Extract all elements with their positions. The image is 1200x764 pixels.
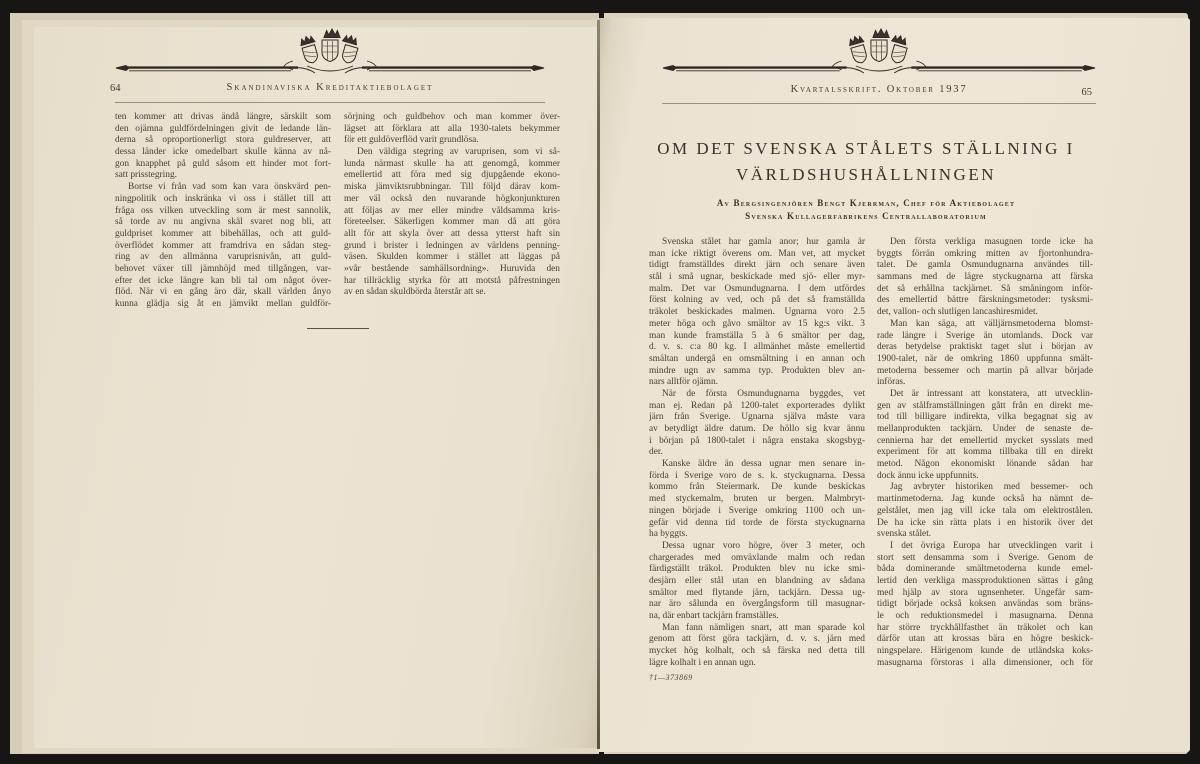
text-line: företeelser. Säkerligen kommer man då att göra bbox=[344, 217, 560, 228]
text-column bbox=[115, 112, 331, 311]
text-line: guldpriset kommer att bibehållas, och att guld- bbox=[115, 228, 331, 239]
text-line: dock ännu icke uppfunnits. bbox=[877, 470, 979, 481]
text-line: satt prisstegring. bbox=[115, 170, 177, 181]
text-line: mycket hög kolhalt, och så färska ned detta till bbox=[649, 646, 865, 657]
text-line: Den väldiga stegring av varuprisen, som vi så- bbox=[357, 147, 560, 158]
text-line: sammans med de lägre styckugnarna att färska bbox=[877, 272, 1093, 283]
text-line: Svenska stålet har gamla anor; hur gamla är bbox=[662, 237, 865, 247]
text-line: Jag avbryter historiken med bessemer- och bbox=[890, 482, 1093, 493]
crest-ornament-icon bbox=[115, 27, 545, 75]
text-line: att följas av mer eller mindre våldsamma kris- bbox=[344, 205, 560, 216]
text-line: därför utan att krossas bära en högre beskick- bbox=[877, 634, 1093, 645]
text-line: gefär vid denna tid torde de första styckugnarna bbox=[649, 517, 865, 528]
text-line: har tillräcklig styrka för att motstå påfrestningen bbox=[344, 275, 560, 286]
text-line: rade längre i Sverige än utomlands. Dock var bbox=[877, 330, 1093, 341]
text-line: meter höga och gåvo smältor av 15 kg:s vikt. 3 bbox=[649, 318, 865, 329]
text-line: man ej. Redan på 1200-talet exporterades dylikt bbox=[649, 400, 865, 411]
text-line: Kanske äldre än dessa ugnar men senare in- bbox=[662, 459, 865, 470]
text-line: har större tryckhållfasthet än träkolet och kan bbox=[877, 622, 1093, 633]
text-line: Man fann nämligen snart, att man sparade kol bbox=[662, 622, 865, 633]
text-line: efter det icke längre kan bli tal om något över- bbox=[115, 275, 331, 286]
text-line: der. bbox=[649, 447, 663, 458]
text-line: mindre ugn av samma typ. Produkten blev an- bbox=[649, 365, 865, 376]
header-ornamental-rule bbox=[115, 27, 545, 75]
text-line: nars alltför ojämn. bbox=[649, 377, 718, 388]
text-line: smältor med flytande järn, tackjärn. Dessa ug- bbox=[649, 587, 865, 598]
article-end-divider bbox=[307, 328, 369, 329]
text-line: Den första verkliga masugnen torde icke ha bbox=[890, 237, 1093, 247]
text-line: experiment för att komma tillbaka till en direkt bbox=[877, 447, 1093, 458]
text-line: dessa länder icke omedelbart skulle känna av nå- bbox=[115, 147, 331, 158]
text-line: allt för att skyla över att dessa ytterst haft sin bbox=[344, 228, 560, 239]
text-line: med styckemalm, bruten ur bergen. Malmbryt- bbox=[649, 494, 865, 505]
text-line: fråga oss vilken utveckling som är mest sannolik, bbox=[115, 205, 331, 216]
text-line: lägre kolhalt i en annan ugn. bbox=[649, 657, 756, 668]
text-line: le och reduktionsmedel i masugnarna. Denna bbox=[877, 611, 1093, 621]
text-line: mellanprodukten tackjärn. Under de senaste de- bbox=[877, 424, 1093, 434]
text-line: na, där enbart tackjärn framställes. bbox=[649, 611, 779, 621]
printer-signature-mark: †1—373869 bbox=[649, 673, 693, 682]
text-line: emellertid att föra med sig djupgående ekono- bbox=[344, 170, 560, 181]
text-line: mer väl också den nuvarande högkonjunkturen bbox=[344, 193, 560, 204]
header-ornamental-rule bbox=[662, 27, 1096, 75]
text-line: väsen. Skulden kommer i stället att läggas på bbox=[344, 252, 560, 263]
text-line: stort sett densamma som i Sverige. Genom de bbox=[877, 552, 1093, 563]
text-line: I det övriga Europa har utvecklingen varit i bbox=[890, 540, 1093, 551]
header-rule-line bbox=[115, 102, 545, 103]
text-column bbox=[877, 237, 1093, 669]
text-line: förda i Sverige voro de s. k. styckugnarna. Dessa bbox=[649, 470, 865, 481]
page-number: 64 bbox=[110, 83, 121, 94]
text-line: gon knapphet på guld såsom ett hinder mot fort- bbox=[115, 158, 331, 169]
text-line: ha byggts. bbox=[649, 529, 688, 540]
text-line: flöd. När vi en gång äro där, skall världen ånyo bbox=[115, 287, 331, 298]
text-line: båda dominerande smältmetoderna kunde emel- bbox=[877, 564, 1093, 575]
text-line: införas. bbox=[877, 377, 906, 388]
text-line: i början på 1800-talet i några enstaka skogsbyg- bbox=[649, 435, 865, 446]
article-title-line1: OM DET SVENSKA STÅLETS STÄLLNING I bbox=[657, 139, 1075, 158]
text-line: martinmetoderna. Jag kunde också ha nämnt de- bbox=[877, 494, 1093, 505]
text-line: »vår bestående samhällsordning». Huruvida den bbox=[344, 263, 560, 274]
text-line: tidigt framställdes direkt järn och senare även bbox=[649, 260, 865, 271]
text-line: tod till billigare indirekta, vilka begagnat sig av bbox=[877, 412, 1093, 423]
header-rule-line bbox=[662, 103, 1096, 104]
text-line: De ha icke sin rätta plats i en historik över det bbox=[877, 517, 1093, 528]
text-line: byggts förrän omkring mitten av fjortonhundra- bbox=[877, 248, 1093, 259]
text-line: grund i brister i ledningen av världens penning- bbox=[344, 240, 560, 251]
text-column bbox=[344, 112, 560, 299]
text-line: först kolning av ved, och på det så framställda bbox=[649, 295, 865, 306]
text-line: Man kan säga, att välljärnsmetoderna blomst- bbox=[890, 318, 1093, 329]
text-line: När de första Osmundugnarna byggdes, vet bbox=[662, 388, 865, 399]
text-line: miska jämviktsrubbningar. Till följd därav kom- bbox=[344, 182, 560, 193]
article-byline-line2: Svenska Kullagerfabrikens Centrallaboratorium bbox=[745, 211, 987, 221]
text-line: malm. Det var Osmundugnarna. I dem utfördes bbox=[649, 283, 865, 294]
text-line: av en sådan skuldbörda återstår att se. bbox=[344, 287, 486, 298]
text-line: det så erhållna tackjärnet. Så småningom inför- bbox=[877, 283, 1093, 294]
text-line: desjärn eller stål utan en blandning av sådana bbox=[649, 575, 865, 586]
text-line: det, vallon- och slutligen lancashiresmidet. bbox=[877, 307, 1038, 318]
text-line: av betydligt äldre datum. De höllo sig kvar ännu bbox=[649, 424, 865, 434]
text-line: för ett guldöverflöd varit grundlösa. bbox=[344, 135, 479, 146]
text-column bbox=[649, 237, 865, 669]
text-line: ring av den allmänna varuprisnivån, att guld- bbox=[115, 252, 331, 263]
text-line: gelstålet, men jag vill icke tala om elektrostålen. bbox=[877, 505, 1093, 516]
text-line: metoderna bessemer och martin på allvar började bbox=[877, 365, 1093, 376]
text-line: deras betydelse praktiskt taget slut i början av bbox=[877, 342, 1093, 353]
text-line: behovet växer till jämnhöjd med tillgången, var- bbox=[115, 263, 331, 274]
text-line: svenska stålet. bbox=[877, 529, 932, 540]
text-line: man kunde framställa 5 à 6 smältor per dag, bbox=[649, 330, 865, 341]
running-title: Skandinaviska Kreditaktiebolaget bbox=[226, 82, 434, 93]
article-byline-line1: Av Bergsingenjören Bengt Kjerrman, Chef för Aktiebolaget bbox=[716, 198, 1016, 208]
text-line: Bortse vi från vad som kan vara önskvärd pen- bbox=[128, 182, 331, 193]
text-line: sörjning och guldbehov och man kommer över- bbox=[344, 112, 560, 122]
text-line: metod. Någon ekonomiskt lönande sådan har bbox=[877, 459, 1093, 470]
text-line: genom att först göra tackjärn, d. v. s. järn med bbox=[649, 634, 865, 645]
text-line: ningspelare. Härigenom kunde de utländska koks- bbox=[877, 646, 1093, 657]
text-line: derna så oproportionerligt stora guldreserver, att bbox=[115, 135, 331, 146]
text-line: lertid den verkliga massproduktionen sättas i gång bbox=[877, 575, 1093, 586]
text-line: smältan undergå en omsmältning i en annan och bbox=[649, 353, 865, 364]
text-line: nar äro sålunda en övergångsform till masugnar- bbox=[649, 599, 865, 610]
text-line: överflödet kommer att framdriva en sådan steg- bbox=[115, 240, 331, 251]
text-line: kunna glädja sig åt en jämvikt mellan guldför- bbox=[115, 299, 331, 309]
crest-ornament-icon bbox=[662, 27, 1096, 75]
left-page bbox=[34, 27, 599, 748]
text-line: ningpolitik och inskränka vi oss i stället till att bbox=[115, 193, 331, 204]
text-line: man icke riktigt överens om. Man vet, att mycket bbox=[649, 248, 865, 259]
text-line: 1900-talet, när de omkring 1860 uppfunna smält- bbox=[877, 353, 1093, 364]
text-line: stål i små ugnar, beskickade med sjö- eller myr- bbox=[649, 272, 865, 283]
text-line: gen av stålframställningen gått från en direkt me- bbox=[877, 400, 1093, 411]
text-line: tidigt började också koksen användas som bräns- bbox=[877, 599, 1093, 610]
text-line: ten kommer att drivas ändå längre, särskilt som bbox=[115, 112, 331, 122]
text-line: träkolet beskickades malmen. Ugnarna voro 2.5 bbox=[649, 307, 865, 318]
text-line: färdigställt träkol. Produkten blev nu icke smi- bbox=[649, 564, 865, 575]
text-line: chargerades med omväxlande malm och redan bbox=[649, 552, 865, 563]
text-line: Dessa ugnar voro högre, över 3 meter, och bbox=[662, 540, 865, 551]
page-number: 65 bbox=[1081, 87, 1092, 98]
text-line: cennierna har det emellertid mycket sysslats med bbox=[877, 435, 1093, 446]
binding-gutter bbox=[597, 20, 600, 749]
text-line: Det är intressant att konstatera, att utvecklin- bbox=[890, 388, 1093, 399]
text-line: så torde av nu angivna skäl svaret nog bli, att bbox=[115, 217, 331, 228]
article-title-line2: VÄRLDSHUSHÅLLNINGEN bbox=[736, 165, 996, 184]
text-line: lunda närmast skulle ha att genomgå, kommer bbox=[344, 158, 560, 169]
running-title: Kvartalsskrift. Oktober 1937 bbox=[790, 84, 968, 95]
text-line: ningen började i Sverige omkring 1100 och un- bbox=[649, 505, 865, 516]
right-page bbox=[599, 18, 1190, 752]
text-line: masugnarna förstoras i alla dimensioner, och för bbox=[877, 657, 1093, 668]
text-line: lägset att förklara att alla 1930-talets bekymmer bbox=[344, 123, 560, 134]
text-line: den ojämna guldfördelningen givit de ledande län- bbox=[115, 123, 331, 134]
text-line: med hjälp av stora ugnsenheter. Ungefär sam- bbox=[877, 587, 1093, 598]
text-line: järn från Sverige. Ugnarna själva måste vara bbox=[649, 412, 865, 423]
text-line: d. v. s. c:a 80 kg. I allmänhet måste emellertid bbox=[649, 342, 865, 353]
text-line: kommo från Steiermark. De kunde beskickas bbox=[649, 482, 865, 493]
text-line: des emellertid bättre färskningsmetoder: tysksmi- bbox=[877, 295, 1093, 306]
text-line: talet. De gamla Osmundugnarna användes till- bbox=[877, 260, 1093, 271]
